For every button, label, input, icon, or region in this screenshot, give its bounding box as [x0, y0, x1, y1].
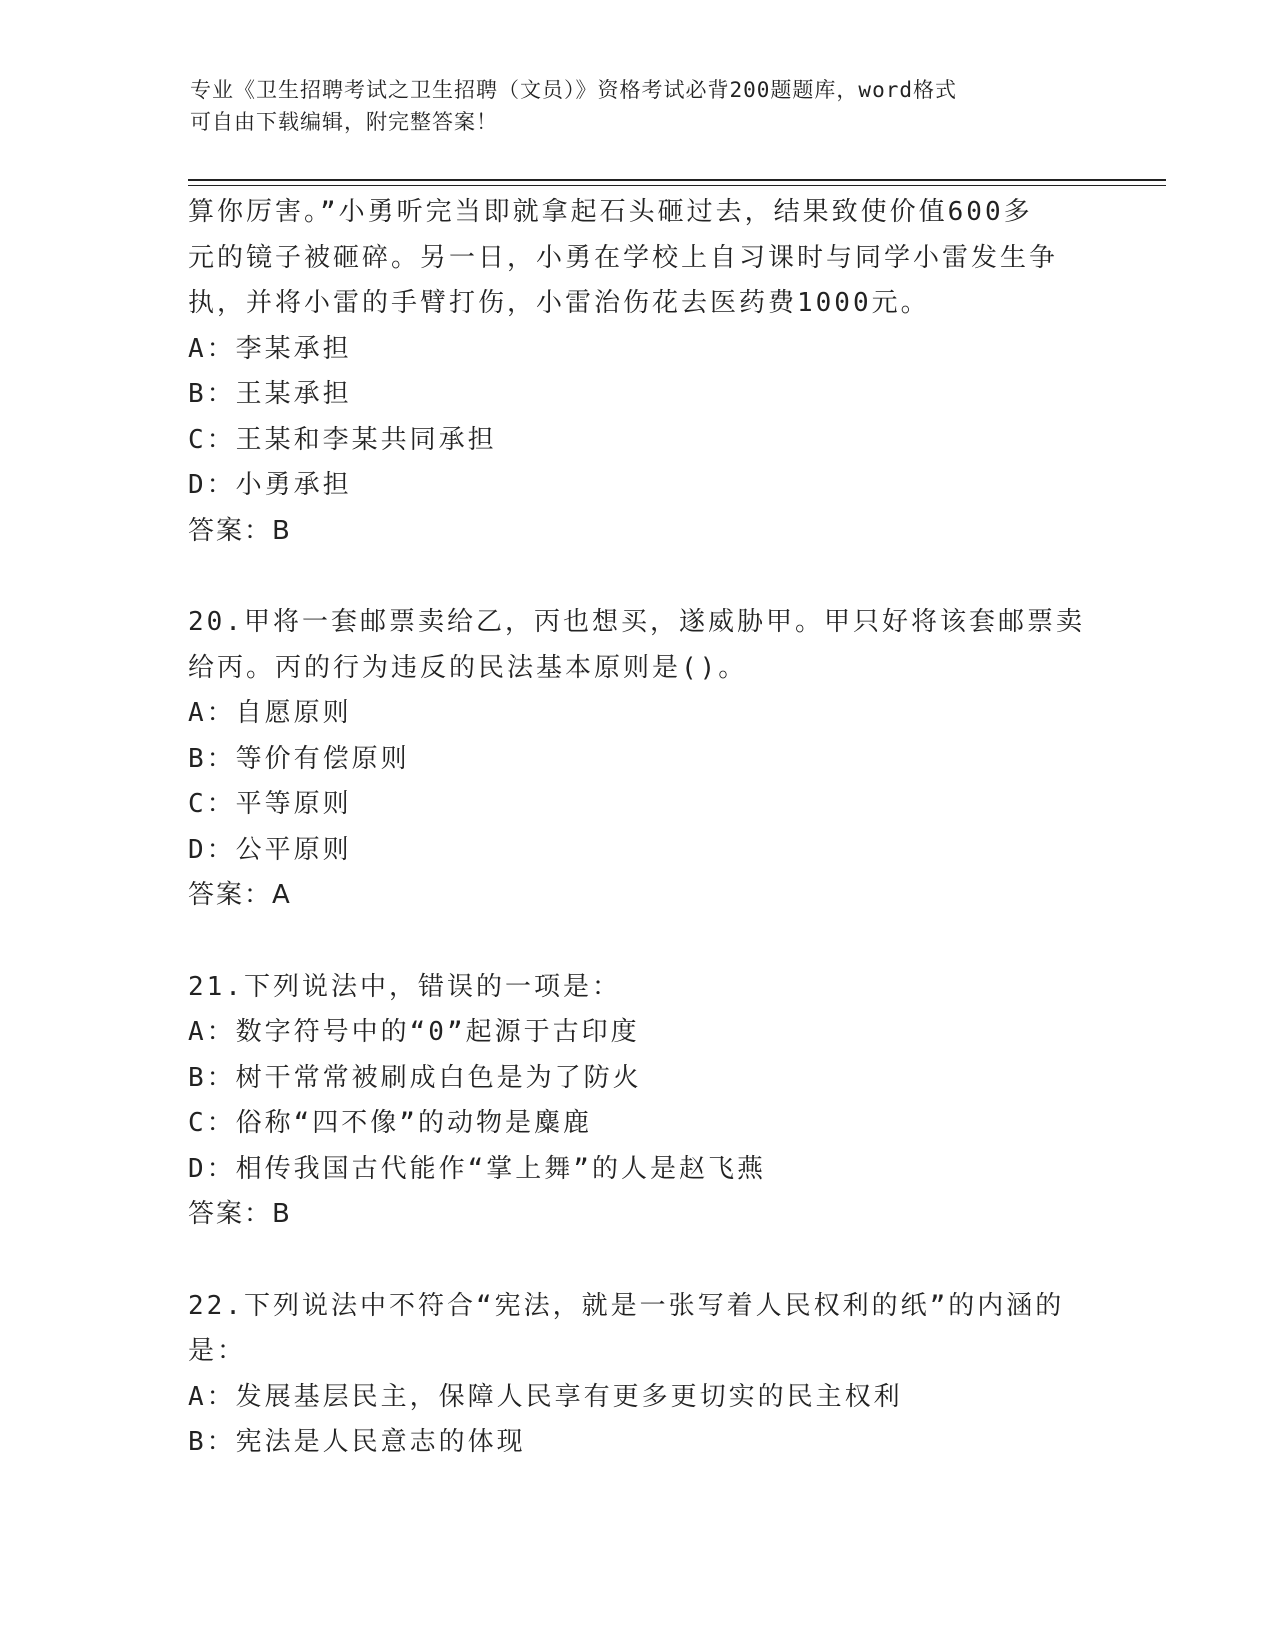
option-c: C：平等原则	[188, 789, 352, 819]
question-text-line: 给丙。丙的行为违反的民法基本原则是()。	[188, 652, 748, 683]
question-spacer	[188, 919, 1108, 965]
question-spacer	[188, 1238, 1108, 1284]
option-d: D：公平原则	[188, 834, 352, 865]
answer-line: 答案：A	[188, 880, 292, 910]
answer-line: 答案：B	[188, 515, 292, 546]
option-b: B：王某承担	[188, 379, 352, 409]
header-divider-thick	[188, 179, 1166, 181]
header-divider-thin	[188, 185, 1166, 186]
question-text-line: 执，并将小雷的手臂打伤，小雷治伤花去医药费1000元。	[188, 288, 930, 318]
option-b: B：等价有偿原则	[188, 743, 410, 774]
question-text-line: 元的镜子被砸碎。另一日，小勇在学校上自习课时与同学小雷发生争	[188, 242, 1059, 273]
answer-line: 答案：B	[188, 1199, 292, 1229]
option-a: A：自愿原则	[188, 698, 352, 728]
option-a: A：发展基层民主，保障人民享有更多更切实的民主权利	[188, 1381, 903, 1412]
header-title-line-1: 专业《卫生招聘考试之卫生招聘（文员）》资格考试必背200题题库，word格式	[190, 78, 957, 102]
question-20	[188, 600, 1108, 919]
page-header	[190, 74, 1090, 138]
question-content	[188, 190, 1108, 1466]
option-c: C：俗称“四不像”的动物是麋鹿	[188, 1108, 592, 1138]
question-22	[188, 1284, 1108, 1466]
option-b: B：宪法是人民意志的体现	[188, 1427, 526, 1457]
header-title-line-2: 可自由下载编辑，附完整答案！	[190, 110, 498, 134]
question-spacer	[188, 554, 1108, 600]
option-d: D：小勇承担	[188, 470, 352, 500]
question-19-continuation	[188, 190, 1108, 554]
option-b: B：树干常常被刷成白色是为了防火	[188, 1062, 642, 1093]
option-a: A：李某承担	[188, 333, 352, 364]
option-d: D：相传我国古代能作“掌上舞”的人是赵飞燕	[188, 1153, 766, 1184]
question-text-line: 是：	[188, 1336, 247, 1366]
option-c: C：王某和李某共同承担	[188, 424, 497, 455]
option-a: A：数字符号中的“0”起源于古印度	[188, 1017, 640, 1047]
question-text-line: 22.下列说法中不符合“宪法，就是一张写着人民权利的纸”的内涵的	[188, 1290, 1065, 1321]
question-text-line: 20.甲将一套邮票卖给乙，丙也想买，遂威胁甲。甲只好将该套邮票卖	[188, 607, 1085, 637]
question-text-line: 21.下列说法中，错误的一项是：	[188, 971, 621, 1002]
question-text-line: 算你厉害。”小勇听完当即就拿起石头砸过去，结果致使价值600多	[188, 197, 1033, 227]
question-21	[188, 965, 1108, 1238]
